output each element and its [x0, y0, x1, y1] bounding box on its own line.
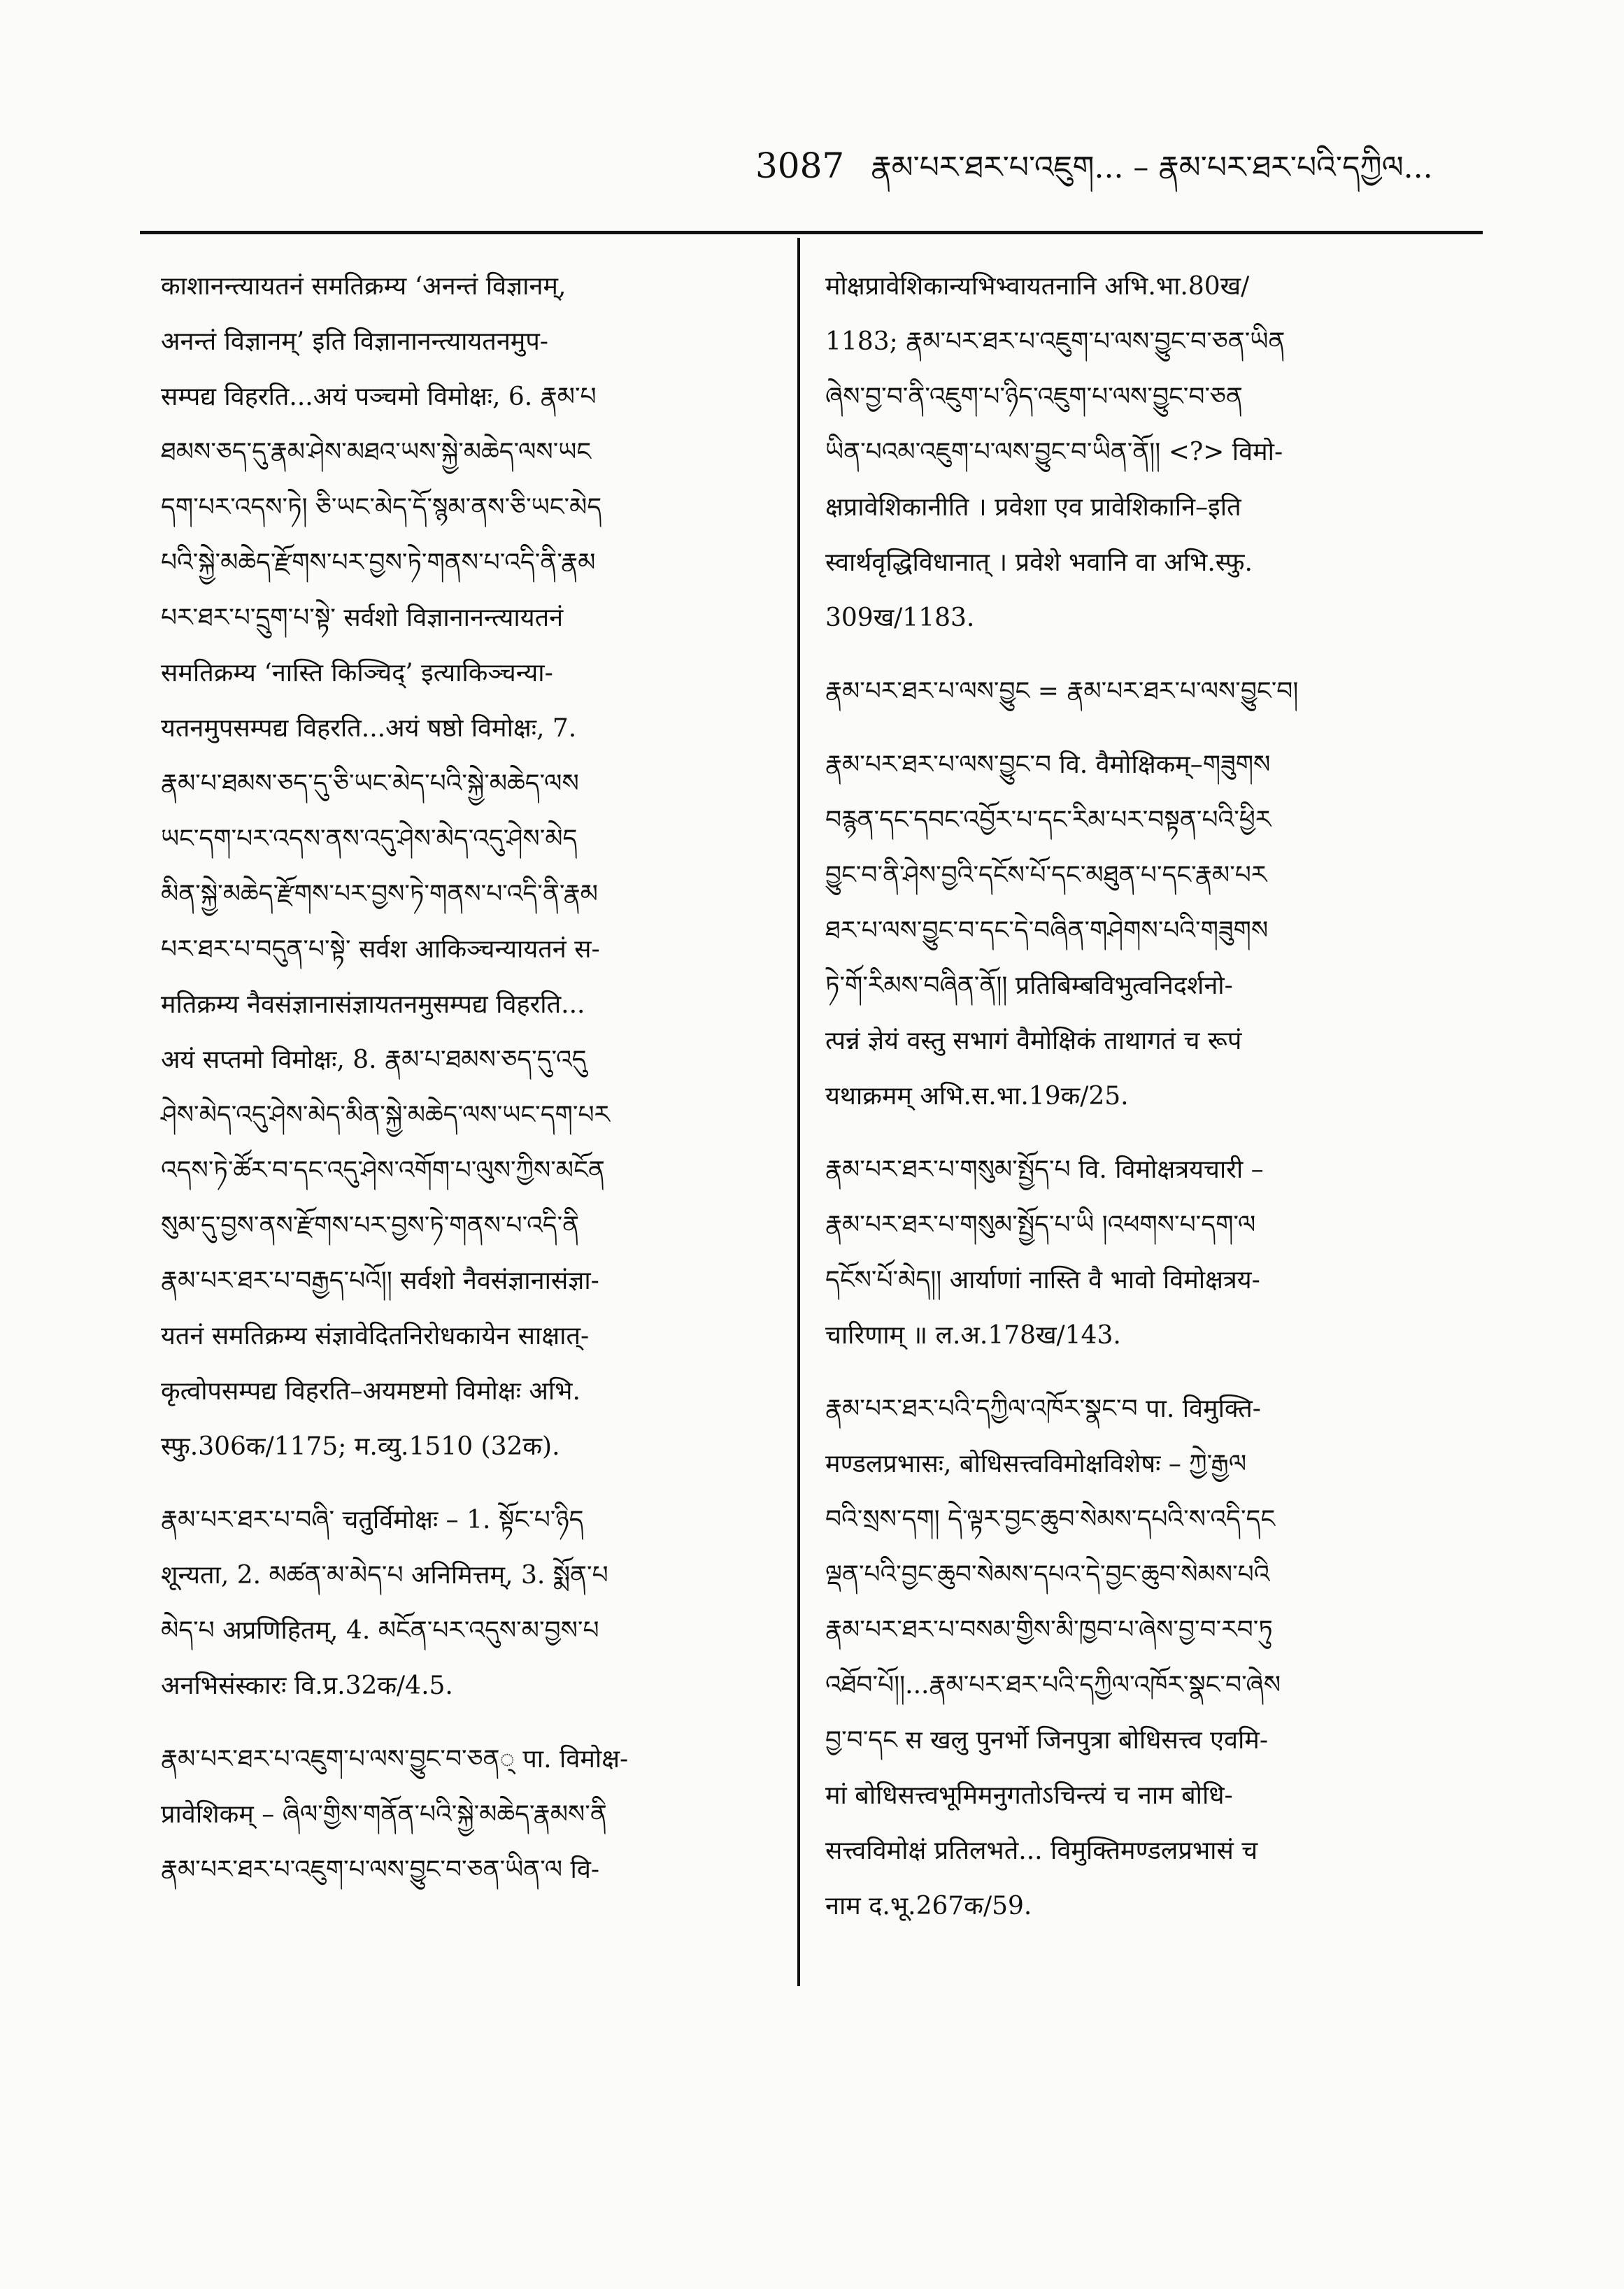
text-line: चारिणाम् ॥ ल.अ.178ख/143.	[825, 1321, 1121, 1350]
text-line: པར་ཐར་པ་བདུན་པ་སྟེ་ सर्वश आकिञ्चन्यायतनं स-	[161, 935, 600, 964]
text-line: ལྡན་པའི་བྱང་ཆུབ་སེམས་དཔའ་དེ་བྱང་ཆུབ་སེམས་པའི	[825, 1560, 1270, 1589]
text-line: सम्पद्य विहरति...अयं पञ्चमो विमोक्षः, 6. རྣམ་པ	[161, 383, 597, 411]
text-line: मोक्षप्रावेशिकान्यभिभ्वायतनानि अभि.भा.80ख/	[825, 272, 1250, 301]
text-line: ཤེས་མེད་འདུ་ཤེས་མེད་མིན་སྐྱེ་མཆེད་ལས་ཡང་དག་པར	[161, 1101, 610, 1129]
text-line: བྱུང་བ་ནི་ཤེས་བྱའི་དངོས་པོ་དང་མཐུན་པ་དང་རྣམ་པར	[825, 861, 1267, 890]
dictionary-entry	[161, 259, 769, 1474]
text-line: བརྙན་དང་དབང་འབྱོར་པ་དང་རིམ་པར་བསྟན་པའི་ཕྱིར	[825, 806, 1272, 834]
text-line: ཞེས་བྱ་བ་ནི་འཇུག་པ་ཉིད་འཇུག་པ་ལས་བྱུང་བ་ཅན	[825, 383, 1243, 411]
text-line: काशानन्त्यायतनं समतिक्रम्य ‘अनन्तं विज्ञानम्,	[161, 272, 567, 301]
text-line: རྣམ་པར་ཐར་པ་འཇུག་པ་ལས་བྱུང་བ་ཅན་ཡིན་ལ वि-	[161, 1855, 600, 1884]
text-line: मण्डलप्रभासः, बोधिसत्त्वविमोक्षविशेषः – ཀྱེ་རྒྱལ	[825, 1450, 1247, 1478]
left-column	[161, 259, 769, 1897]
dictionary-entry	[161, 1492, 769, 1713]
text-line: प्रावेशिकम् – ཞིལ་གྱིས་གནོན་པའི་སྐྱེ་མཆེད་རྣམས་ནི	[161, 1800, 607, 1829]
dictionary-entry	[825, 259, 1455, 646]
dictionary-entry	[825, 1142, 1455, 1363]
text-line: त्पन्नं ज्ञेयं वस्तु सभागं वैमोक्षिकं ताथागतं च रूपं	[825, 1027, 1242, 1055]
text-line: कृत्वोपसम्पद्य विहरति–अयमष्टमो विमोक्षः अभि.	[161, 1377, 580, 1406]
text-line: རྣམ་པར་ཐར་པ་བརྒྱད་པའོ།། सर्वशो नैवसंज्ञानासंज्ञा-	[161, 1267, 599, 1295]
text-line: རྣམ་པར་ཐར་པའི་དཀྱིལ་འཁོར་སྣང་བ पा. विमुक्ति-	[825, 1395, 1261, 1423]
text-line: ཐར་པ་ལས་བྱུང་བ་དང་དེ་བཞིན་གཤེགས་པའི་གཟུགས	[825, 916, 1269, 945]
text-line: རྣམ་པར་ཐར་པ་བཞི་ चतुर्विमोक्षः – 1. སྟོང་པ་ཉིད	[161, 1506, 584, 1534]
text-line: क्षप्रावेशिकानीति । प्रवेशा एव प्रावेशिकानि–इति	[825, 493, 1241, 522]
text-line: शून्यता, 2. མཚན་མ་མེད་པ अनिमित्तम्, 3. སྨོན་པ	[161, 1561, 608, 1590]
dictionary-entry	[825, 737, 1455, 1124]
text-line: स्फु.306क/1175; म.व्यु.1510 (32क).	[161, 1432, 560, 1461]
text-line: འདས་ཏེ་ཚོར་བ་དང་འདུ་ཤེས་འགོག་པ་ལུས་ཀྱིས་མངོན	[161, 1156, 605, 1185]
right-column	[825, 259, 1455, 1934]
text-line: སུམ་དུ་བྱས་ནས་རྫོགས་པར་བྱས་ཏེ་གནས་པ་འདི་ནི	[161, 1211, 580, 1240]
text-line: 309ख/1183.	[825, 604, 975, 632]
dictionary-entry	[825, 1381, 1455, 1934]
header-rule	[140, 231, 1483, 234]
text-line: समतिक्रम्य ‘नास्ति किञ्चिद्’ इत्याकिञ्चन्या-	[161, 659, 553, 687]
text-line: मां बोधिसत्त्वभूमिमनुगतोऽचिन्त्यं च नाम बोधि-	[825, 1781, 1233, 1810]
text-line: མིན་སྐྱེ་མཆེད་རྫོགས་པར་བྱས་ཏེ་གནས་པ་འདི་ནི་རྣམ	[161, 880, 598, 908]
dictionary-entry	[825, 664, 1455, 719]
text-line: सत्त्वविमोक्षं प्रतिलभते... विमुक्तिमण्डलप्रभासं च	[825, 1837, 1258, 1865]
text-line: ཡིན་པའམ་འཇུག་པ་ལས་བྱུང་བ་ཡིན་ནོ།། <?> विमो-	[825, 438, 1283, 466]
text-line: དག་པར་འདས་ཏེ། ཅི་ཡང་མེད་དོ་སྙམ་ནས་ཅི་ཡང་མེད	[161, 493, 602, 522]
text-line: བའི་སྲས་དག། དེ་ལྟར་བྱང་ཆུབ་སེམས་དཔའི་ས་འདི་དང	[825, 1505, 1276, 1534]
text-line: རྣམ་པར་ཐར་པ་འཇུག་པ་ལས་བྱུང་བ་ཅན् पा. विमोक्ष-	[161, 1745, 629, 1774]
running-title: རྣམ་པར་ཐར་པ་འཇུག... – རྣམ་པར་ཐར་པའི་དཀྱིལ...	[871, 150, 1433, 185]
text-line: པའི་སྐྱེ་མཆེད་རྫོགས་པར་བྱས་ཏེ་གནས་པ་འདི་ནི་རྣམ	[161, 548, 596, 577]
text-line: यतनमुपसम्पद्य विहरति...अयं षष्ठो विमोक्षः, 7.	[161, 714, 577, 743]
text-line: ཏེ་གོ་རིམས་བཞིན་ནོ།། प्रतिबिम्बविभुत्वनिदर्शनो-	[825, 971, 1233, 1000]
text-line: རྣམ་པར་ཐར་པ་གསུམ་སྤྱོད་པ वि. विमोक्षत्रयचारी –	[825, 1155, 1264, 1184]
text-line: ཐམས་ཅད་དུ་རྣམ་ཤེས་མཐའ་ཡས་སྐྱེ་མཆེད་ལས་ཡང	[161, 438, 592, 466]
text-line: དངོས་པོ་མེད།། आर्याणां नास्ति वै भावो विमोक्षत्रय-	[825, 1266, 1260, 1295]
column-divider	[797, 238, 800, 1986]
text-line: པར་ཐར་པ་དྲུག་པ་སྟེ་ सर्वशो विज्ञानानन्त्यायतनं	[161, 604, 564, 632]
running-header	[755, 133, 1455, 220]
text-line: 1183; རྣམ་པར་ཐར་པ་འཇུག་པ་ལས་བྱུང་བ་ཅན་ཡིན	[825, 327, 1285, 356]
text-line: अयं सप्तमो विमोक्षः, 8. རྣམ་པ་ཐམས་ཅད་དུ་འདུ	[161, 1046, 587, 1074]
text-line: མེད་པ अप्रणिहितम्, 4. མངོན་པར་འདུས་མ་བྱས་པ	[161, 1616, 599, 1645]
text-line: यथाक्रमम् अभि.स.भा.19क/25.	[825, 1082, 1129, 1111]
text-line: अनभिसंस्कारः वि.प्र.32क/4.5.	[161, 1671, 453, 1700]
text-line: རྣམ་པར་ཐར་པ་བསམ་གྱིས་མི་ཁྱབ་པ་ཞེས་བྱ་བ་རབ་ཏུ	[825, 1616, 1273, 1644]
text-line: स्वार्थवृद्धिविधानात् । प्रवेशे भवानि वा अभि.स्फु.	[825, 548, 1253, 577]
text-line: རྣམ་པར་ཐར་པ་ལས་བྱུང་བ वि. वैमोक्षिकम्–གཟུགས	[825, 750, 1271, 779]
dictionary-entry	[161, 1732, 769, 1897]
text-line: यतनं समतिक्रम्य संज्ञावेदितनिरोधकायेन साक्षात्-	[161, 1322, 590, 1350]
text-line: རྣམ་པ་ཐམས་ཅད་དུ་ཅི་ཡང་མེད་པའི་སྐྱེ་མཆེད་ལས	[161, 769, 579, 798]
text-line: अनन्तं विज्ञानम्’ इति विज्ञानानन्त्यायतनमुप-	[161, 327, 548, 356]
text-line: मतिक्रम्य नैवसंज्ञानासंज्ञायतनमुसम्पद्य विहरति...	[161, 990, 585, 1019]
text-line: འཐོབ་པོ།།...རྣམ་པར་ཐར་པའི་དཀྱིལ་འཁོར་སྣང་བ་ཞེས	[825, 1671, 1281, 1699]
text-line: རྣམ་པར་ཐར་པ་ལས་བྱུང = རྣམ་པར་ཐར་པ་ལས་བྱུང་བ།	[825, 677, 1299, 706]
page-number: 3087	[755, 145, 845, 186]
text-line: नाम द.भू.267क/59.	[825, 1892, 1032, 1920]
text-line: བྱ་བ་དང स खलु पुनर्भो जिनपुत्रा बोधिसत्त्व एवमि-	[825, 1726, 1268, 1755]
text-line: རྣམ་པར་ཐར་པ་གསུམ་སྤྱོད་པ་ཡི །འཕགས་པ་དག་ལ	[825, 1211, 1256, 1239]
text-line: ཡང་དག་པར་འདས་ནས་འདུ་ཤེས་མེད་འདུ་ཤེས་མེད	[161, 825, 578, 853]
